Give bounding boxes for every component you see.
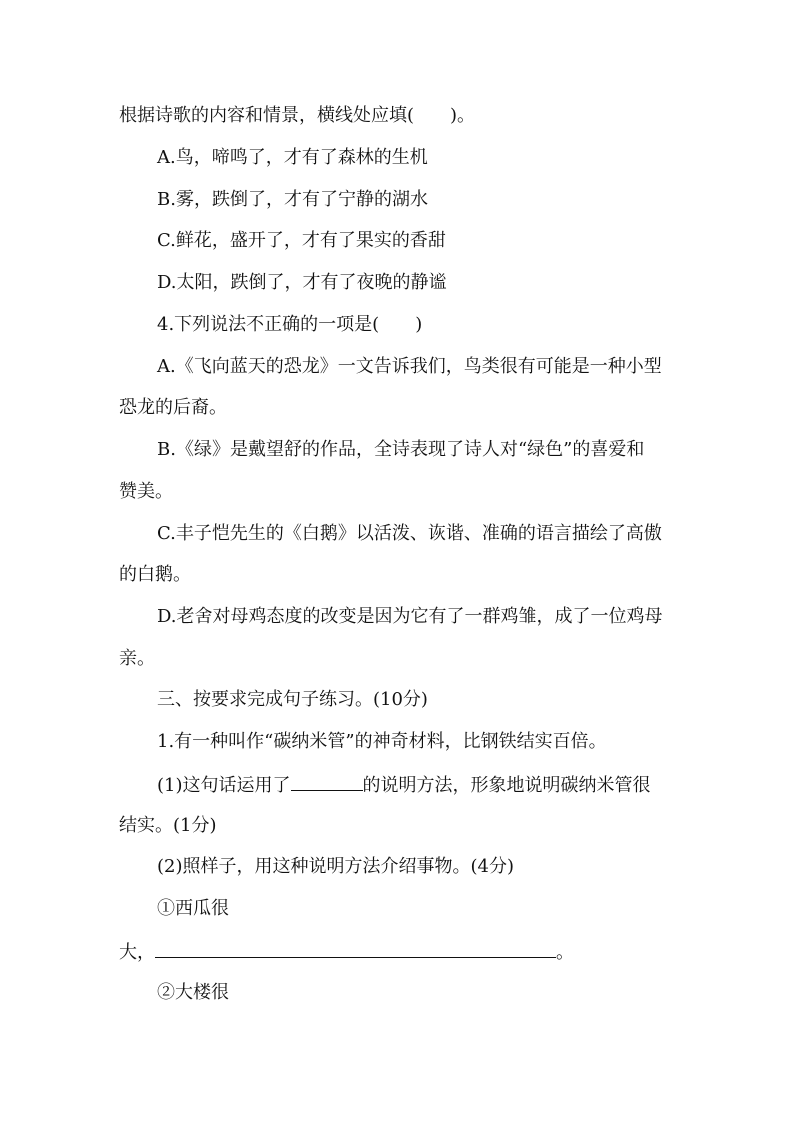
answer-blank-method[interactable] bbox=[291, 772, 363, 791]
q4-stem: 4.下列说法不正确的一项是( ) bbox=[157, 314, 423, 335]
section3-heading: 三、按要求完成句子练习。(10分) bbox=[157, 689, 428, 710]
q4-option-b-line2: 赞美。 bbox=[119, 481, 173, 502]
section3-sub1-line2: 结实。(1分) bbox=[119, 815, 217, 836]
item1-cont-after: 。 bbox=[556, 942, 574, 963]
q3-option-a: A.鸟，啼鸣了，才有了森林的生机 bbox=[157, 147, 428, 168]
question-intro: 根据诗歌的内容和情景，横线处应填( )。 bbox=[119, 105, 476, 126]
section3-item2: ②大楼很 bbox=[157, 982, 229, 1003]
q4-option-a-line1: A.《飞向蓝天的恐龙》一文告诉我们，鸟类很有可能是一种小型 bbox=[157, 356, 662, 377]
item1-cont-before: 大， bbox=[119, 942, 155, 963]
q4-option-b-line1: B.《绿》是戴望舒的作品，全诗表现了诗人对“绿色”的喜爱和 bbox=[157, 439, 645, 460]
section3-q1: 1.有一种叫作“碳纳米管”的神奇材料，比钢铁结实百倍。 bbox=[157, 731, 607, 752]
section3-item1: ①西瓜很 bbox=[157, 898, 229, 919]
q4-option-c-line1: C.丰子恺先生的《白鹅》以活泼、诙谐、准确的语言描绘了高傲 bbox=[157, 523, 662, 544]
q3-option-d: D.太阳，跌倒了，才有了夜晚的静谧 bbox=[157, 272, 447, 293]
q4-option-c-line2: 的白鹅。 bbox=[119, 564, 191, 585]
answer-blank-watermelon[interactable] bbox=[155, 939, 556, 958]
section3-item1-cont bbox=[0, 939, 794, 965]
q4-option-d-line2: 亲。 bbox=[119, 648, 155, 669]
q3-option-b: B.雾，跌倒了，才有了宁静的湖水 bbox=[157, 189, 428, 210]
sub1-before: (1)这句话运用了 bbox=[157, 775, 291, 796]
sub1-after: 的说明方法，形象地说明碳纳米管很 bbox=[362, 775, 651, 796]
section3-sub1 bbox=[0, 772, 794, 798]
q4-option-a-line2: 恐龙的后裔。 bbox=[119, 397, 227, 418]
section3-sub2: (2)照样子，用这种说明方法介绍事物。(4分) bbox=[157, 856, 514, 877]
q4-option-d-line1: D.老舍对母鸡态度的改变是因为它有了一群鸡雏，成了一位鸡母 bbox=[157, 606, 663, 627]
q3-option-c: C.鲜花，盛开了，才有了果实的香甜 bbox=[157, 230, 446, 251]
